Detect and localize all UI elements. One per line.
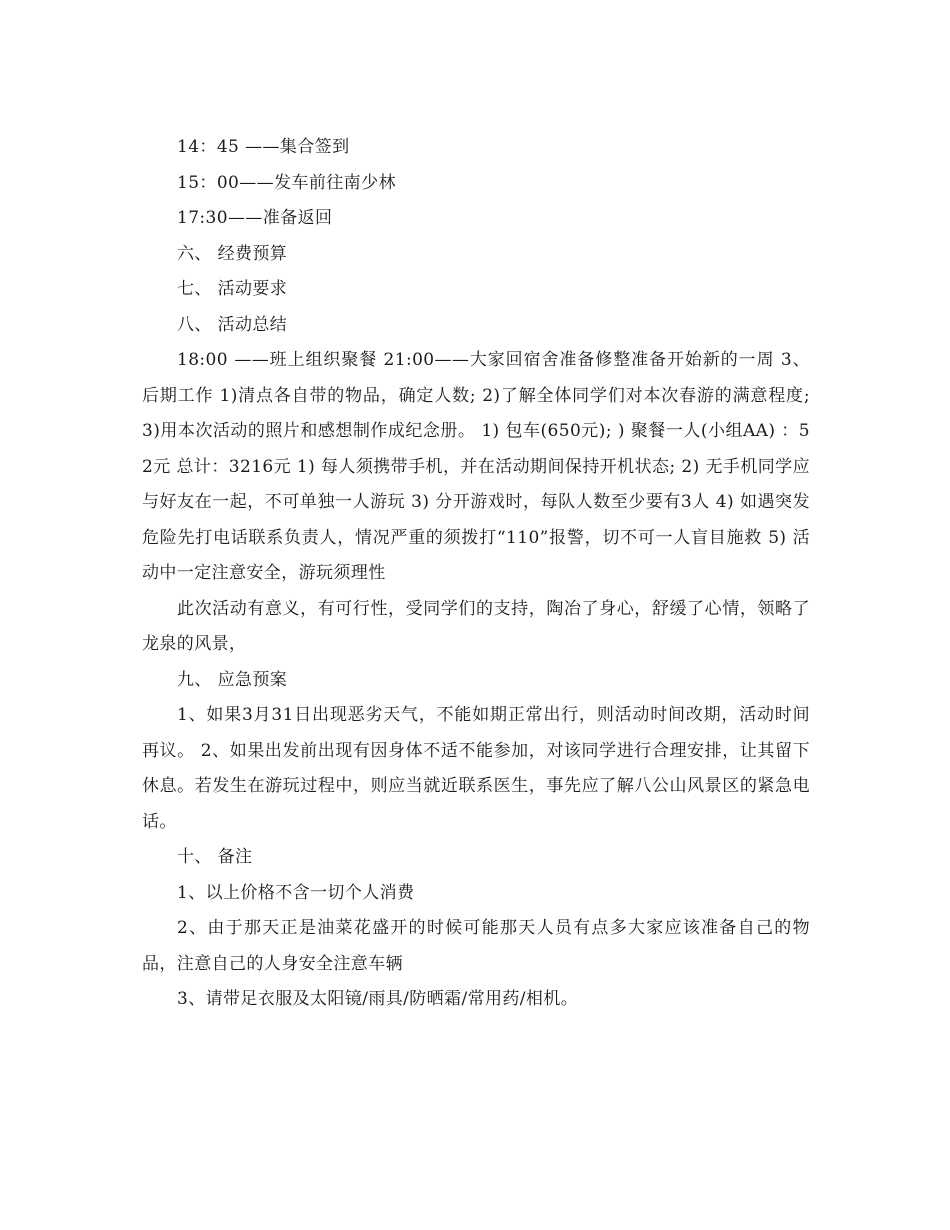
note-item-1: 1、以上价格不含一切个人消费 <box>177 882 415 903</box>
document-body <box>142 130 810 1018</box>
summary-paragraph: 此次活动有意义，有可行性，受同学们的支持，陶冶了身心，舒缓了心情，领略了龙泉的风景， <box>142 598 810 654</box>
section-heading-notes: 十、 备注 <box>177 847 253 867</box>
section-heading-summary: 八、 活动总结 <box>177 314 288 335</box>
note-item-2: 2、由于那天正是油菜花盛开的时候可能那天人员有点多大家应该准备自己的物品，注意自己的人身安全注意车辆 <box>142 918 810 974</box>
section-heading-emergency: 九、 应急预案 <box>177 669 288 690</box>
section-heading-budget: 六、 经费预算 <box>177 243 288 264</box>
schedule-line-departure: 15：00——发车前往南少林 <box>177 172 396 193</box>
section-heading-requirements: 七、 活动要求 <box>177 279 288 299</box>
schedule-line-return: 17:30——准备返回 <box>177 208 333 228</box>
emergency-paragraph: 1、如果3月31日出现恶劣天气，不能如期正常出行，则活动时间改期，活动时间再议。 2、如果出发前出现有因身体不适不能参加，对该同学进行合理安排，让其留下休息。若发生在游玩过程中，则应当就近联系医生，事先应了解八公山风景区的紧急电话。 <box>142 705 810 832</box>
schedule-line-checkin: 14：45 ——集合签到 <box>177 137 350 157</box>
note-item-3: 3、请带足衣服及太阳镜/雨具/防晒霜/常用药/相机。 <box>177 989 579 1009</box>
details-paragraph: 18:00 ——班上组织聚餐 21:00——大家回宿舍准备修整准备开始新的一周 3、后期工作 1)清点各自带的物品，确定人数; 2)了解全体同学们对本次春游的满意程度; 3)用本次活动的照片和感想制作成纪念册。 1) 包车(650元); ) 聚餐一人(小组AA) ：52元 总计：3216元 1) 每人须携带手机，并在活动期间保持开机状态; 2) 无手机同学应与好友在一起，不可单独一人游玩 3) 分开游戏时，每队人数至少要有3人 4) 如遇突发危险先打电话联系负责人，情况严重的须拨打“110”报警，切不可一人盲目施救 5) 活动中一定注意安全，游玩须理性 <box>142 350 810 583</box>
